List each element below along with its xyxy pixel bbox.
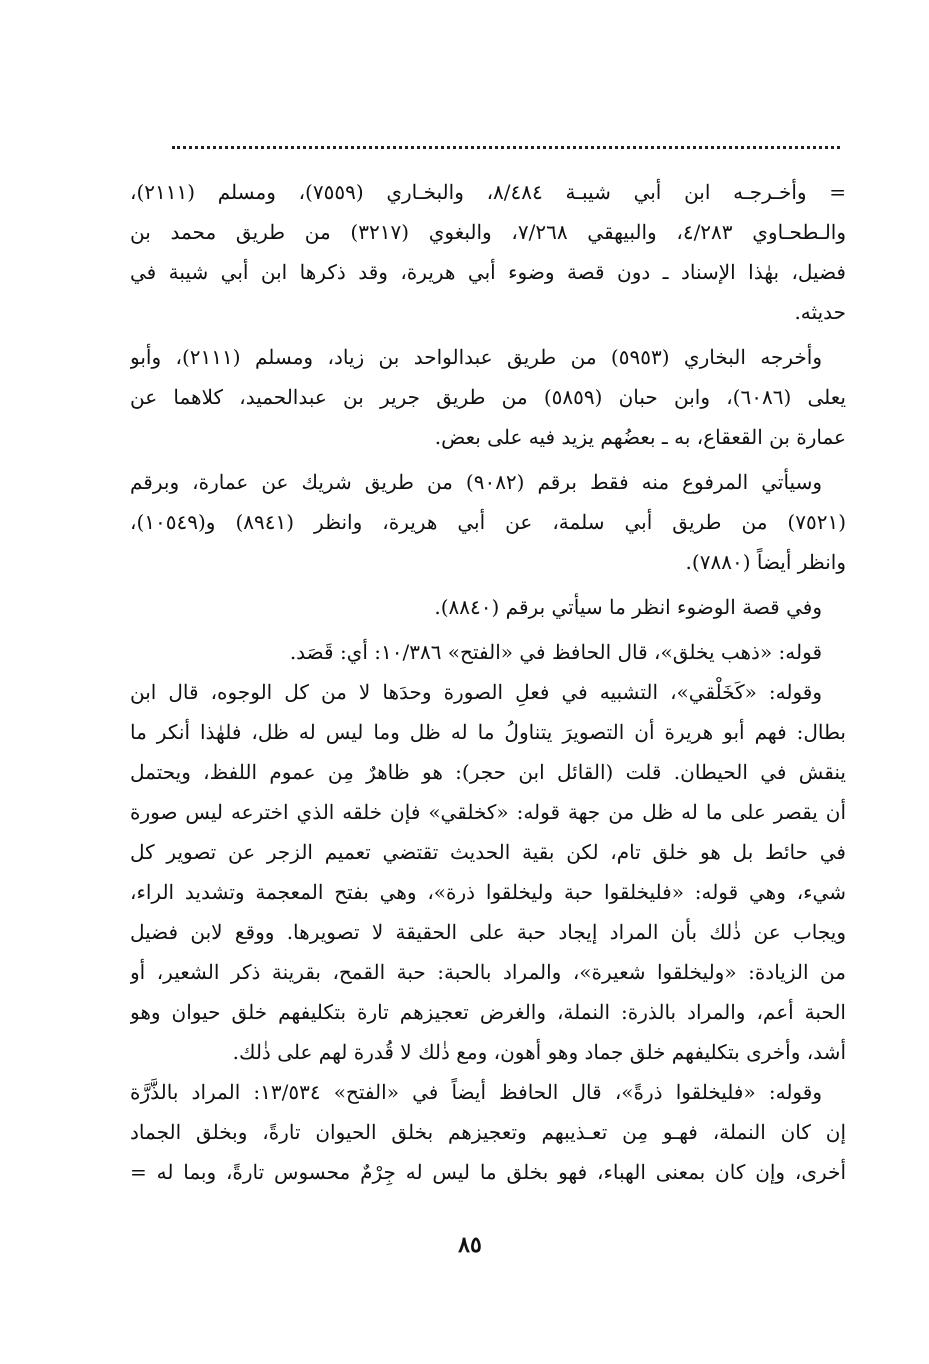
- paragraph-3: [130, 462, 846, 582]
- paragraph-4: [130, 587, 846, 627]
- text-line: بطال: فهم أبو هريرة أن التصويرَ يتناولُ ما له ظل وما ليس له ظل، فلهٰذا أنكر ما: [130, 720, 846, 744]
- text-line: إن كان النملة، فهـو مِن تعـذيبهم وتعجيزهم بخلق الحيوان تارةً، وبخلق الجماد: [130, 1120, 846, 1144]
- paragraph-7: [130, 1072, 846, 1192]
- text-line: حديثه.: [794, 300, 846, 324]
- text-line: وقوله: «كَخَلْقي»، التشبيه في فعلِ الصورة وحدَها لا من كل الوجوه، قال ابن: [130, 680, 822, 704]
- text-line: فضيل، بهٰذا الإسناد ـ دون قصة وضوء أبي هريرة، وقد ذكرها ابن أبي شيبة في: [130, 260, 846, 284]
- paragraph-6: [130, 672, 846, 1072]
- paragraph-2: [130, 337, 846, 457]
- text-line: في حائط بل هو خلق تام، لكن بقية الحديث تقتضي تعميم الزجر عن تصوير كل: [130, 840, 846, 864]
- text-line: ينقش في الحيطان. قلت (القائل ابن حجر): هو ظاهرٌ مِن عموم اللفظ، ويحتمل: [130, 760, 846, 784]
- text-line: أن يقصر على ما له ظل من جهة قوله: «كخلقي» فإن خلقه الذي اخترعه ليس صورة: [130, 800, 846, 824]
- text-line: = وأخـرجـه ابن أبي شيبـة ٨/٤٨٤، والبخـاري (٧٥٥٩)، ومسلم (٢١١١)،: [130, 180, 846, 204]
- text-line: وسيأتي المرفوع منه فقط برقم (٩٠٨٢) من طريق شريك عن عمارة، وبرقم: [130, 470, 822, 494]
- text-line: (٧٥٢١) من طريق أبي سلمة، عن أبي هريرة، وانظر (٨٩٤١) و(١٠٥٤٩)،: [130, 510, 846, 534]
- text-line: شيء، وهي قوله: «فليخلقوا حبة وليخلقوا ذرة»، وهي بفتح المعجمة وتشديد الراء،: [130, 880, 846, 904]
- text-line: قوله: «ذهب يخلق»، قال الحافظ في «الفتح» ١٠/٣٨٦: أي: قَصَد.: [289, 640, 822, 664]
- footnote-separator-rule: [172, 146, 840, 156]
- text-line: وانظر أيضاً (٧٨٨٠).: [685, 550, 846, 574]
- footnote-text: [130, 172, 846, 1192]
- text-line: عمارة بن القعقاع، به ـ بعضُهم يزيد فيه على بعض.: [434, 425, 846, 449]
- text-line: ويجاب عن ذٰلك بأن المراد إيجاد حبة على الحقيقة لا تصويرها. ووقع لابن فضيل: [130, 920, 846, 944]
- text-line: وقوله: «فليخلقوا ذرةً»، قال الحافظ أيضاً في «الفتح» ١٣/٥٣٤: المراد بالذَّرَّة: [130, 1080, 822, 1104]
- text-line: أشد، وأخرى بتكليفهم خلق جماد وهو أهون، ومع ذٰلك لا قُدرة لهم على ذٰلك.: [232, 1040, 846, 1064]
- text-line: الحبة أعم، والمراد بالذرة: النملة، والغرض تعجيزهم تارة بتكليفهم خلق حيوان وهو: [130, 1000, 846, 1024]
- text-line: يعلى (٦٠٨٦)، وابن حبان (٥٨٥٩) من طريق جرير بن عبدالحميد، كلاهما عن: [130, 385, 846, 409]
- text-line: من الزيادة: «وليخلقوا شعيرة»، والمراد بالحبة: حبة القمح، بقرينة ذكر الشعير، أو: [130, 960, 846, 984]
- text-line: وأخرجه البخاري (٥٩٥٣) من طريق عبدالواحد بن زياد، ومسلم (٢١١١)، وأبو: [130, 345, 823, 369]
- paragraph-5: [130, 632, 846, 672]
- page-number: ٨٥: [458, 1232, 482, 1258]
- paragraph-1: [130, 172, 846, 332]
- text-line: والـطحـاوي ٤/٢٨٣، والبيهقي ٧/٢٦٨، والبغوي (٣٢١٧) من طريق محمد بن: [130, 220, 846, 244]
- text-line: وفي قصة الوضوء انظر ما سيأتي برقم (٨٨٤٠).: [434, 595, 822, 619]
- text-line: أخرى، وإن كان بمعنى الهباء، فهو بخلق ما ليس له جِرْمٌ محسوس تارةً، وبما له =: [130, 1160, 846, 1184]
